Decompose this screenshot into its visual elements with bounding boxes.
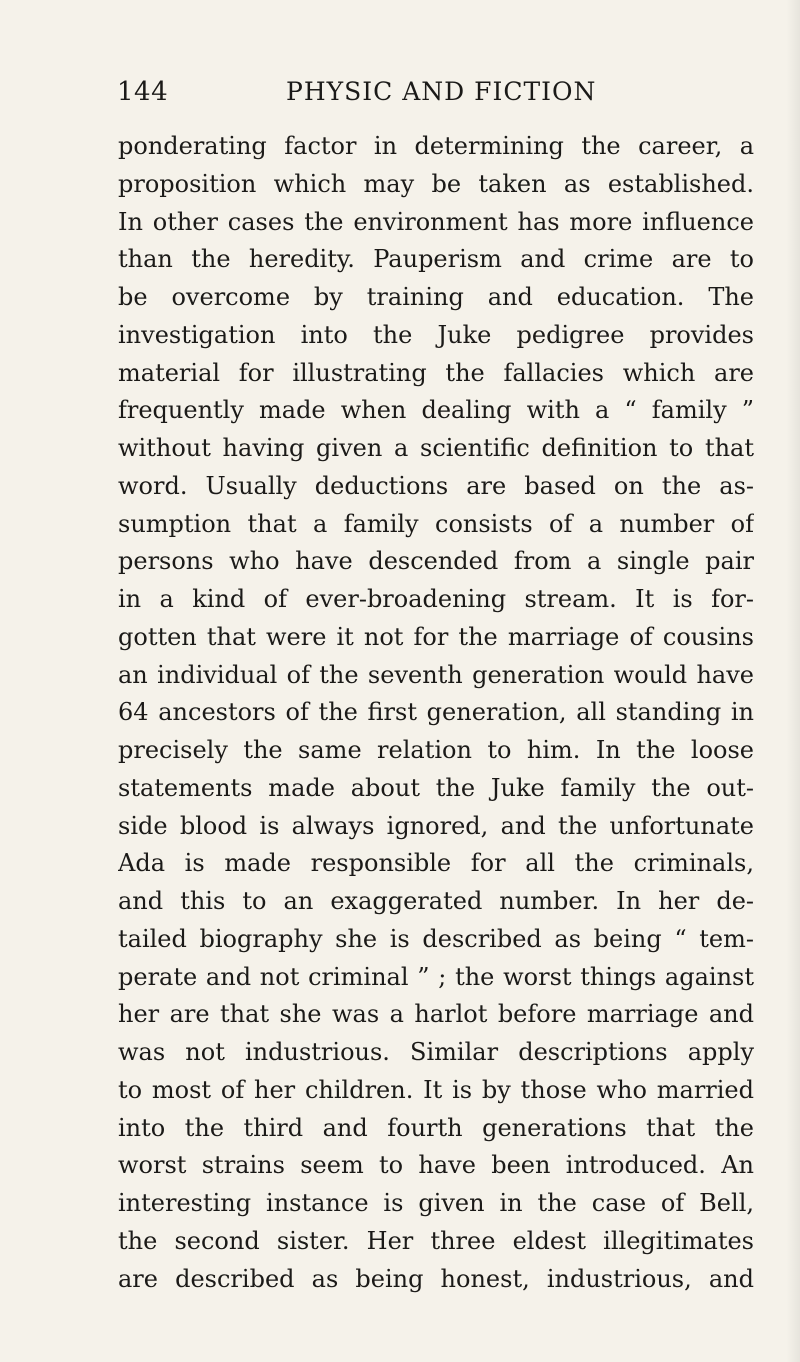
text-line: gotten that were it not for the marriage of cousins	[118, 622, 754, 651]
text-line: persons who have descended from a single pair	[118, 547, 754, 576]
page-header	[0, 72, 800, 112]
text-line: and this to an exaggerated number. In her de-	[118, 887, 754, 915]
text-line: frequently made when dealing with a “ family ”	[118, 396, 754, 425]
body-text	[118, 128, 754, 1298]
text-line: investigation into the Juke pedigree provides	[118, 320, 754, 349]
page-number: 144	[117, 77, 169, 107]
text-line: in a kind of ever-broadening stream. It is for-	[118, 585, 754, 613]
text-line: be overcome by training and education. The	[118, 283, 754, 311]
text-line: than the heredity. Pauperism and crime are to	[118, 245, 754, 274]
text-line: In other cases the environment has more influence	[118, 207, 754, 236]
running-head: PHYSIC AND FICTION	[286, 77, 597, 106]
text-line: worst strains seem to have been introduced. An	[118, 1151, 754, 1180]
page-edge-shadow	[786, 0, 800, 1362]
text-line: into the third and fourth generations that the	[118, 1113, 754, 1142]
text-line: perate and not criminal ” ; the worst things against	[118, 962, 754, 991]
text-line: ponderating factor in determining the career, a	[118, 132, 754, 160]
text-line: statements made about the Juke family the out-	[118, 773, 754, 802]
text-line: Ada is made responsible for all the criminals,	[118, 849, 754, 878]
text-line: word. Usually deductions are based on the as-	[118, 471, 754, 500]
text-line: was not industrious. Similar descriptions apply	[118, 1038, 754, 1066]
text-line: precisely the same relation to him. In the loose	[118, 736, 754, 764]
text-line: an individual of the seventh generation would have	[118, 660, 754, 689]
text-line: without having given a scientific definition to that	[118, 434, 754, 462]
text-line: to most of her children. It is by those who married	[118, 1075, 754, 1104]
text-line: the second sister. Her three eldest illegitimates	[118, 1226, 754, 1255]
text-line: tailed biography she is described as being “ tem-	[118, 924, 754, 953]
text-line: interesting instance is given in the case of Bell,	[118, 1189, 754, 1217]
text-line: are described as being honest, industrious, and	[118, 1264, 754, 1293]
text-line: her are that she was a harlot before marriage and	[118, 1000, 754, 1029]
text-line: side blood is always ignored, and the unfortunate	[118, 811, 754, 840]
text-line: sumption that a family consists of a number of	[118, 509, 754, 538]
text-line: proposition which may be taken as established.	[118, 169, 754, 198]
text-line: material for illustrating the fallacies which are	[118, 358, 754, 387]
text-line: 64 ancestors of the first generation, all standing in	[118, 698, 754, 727]
